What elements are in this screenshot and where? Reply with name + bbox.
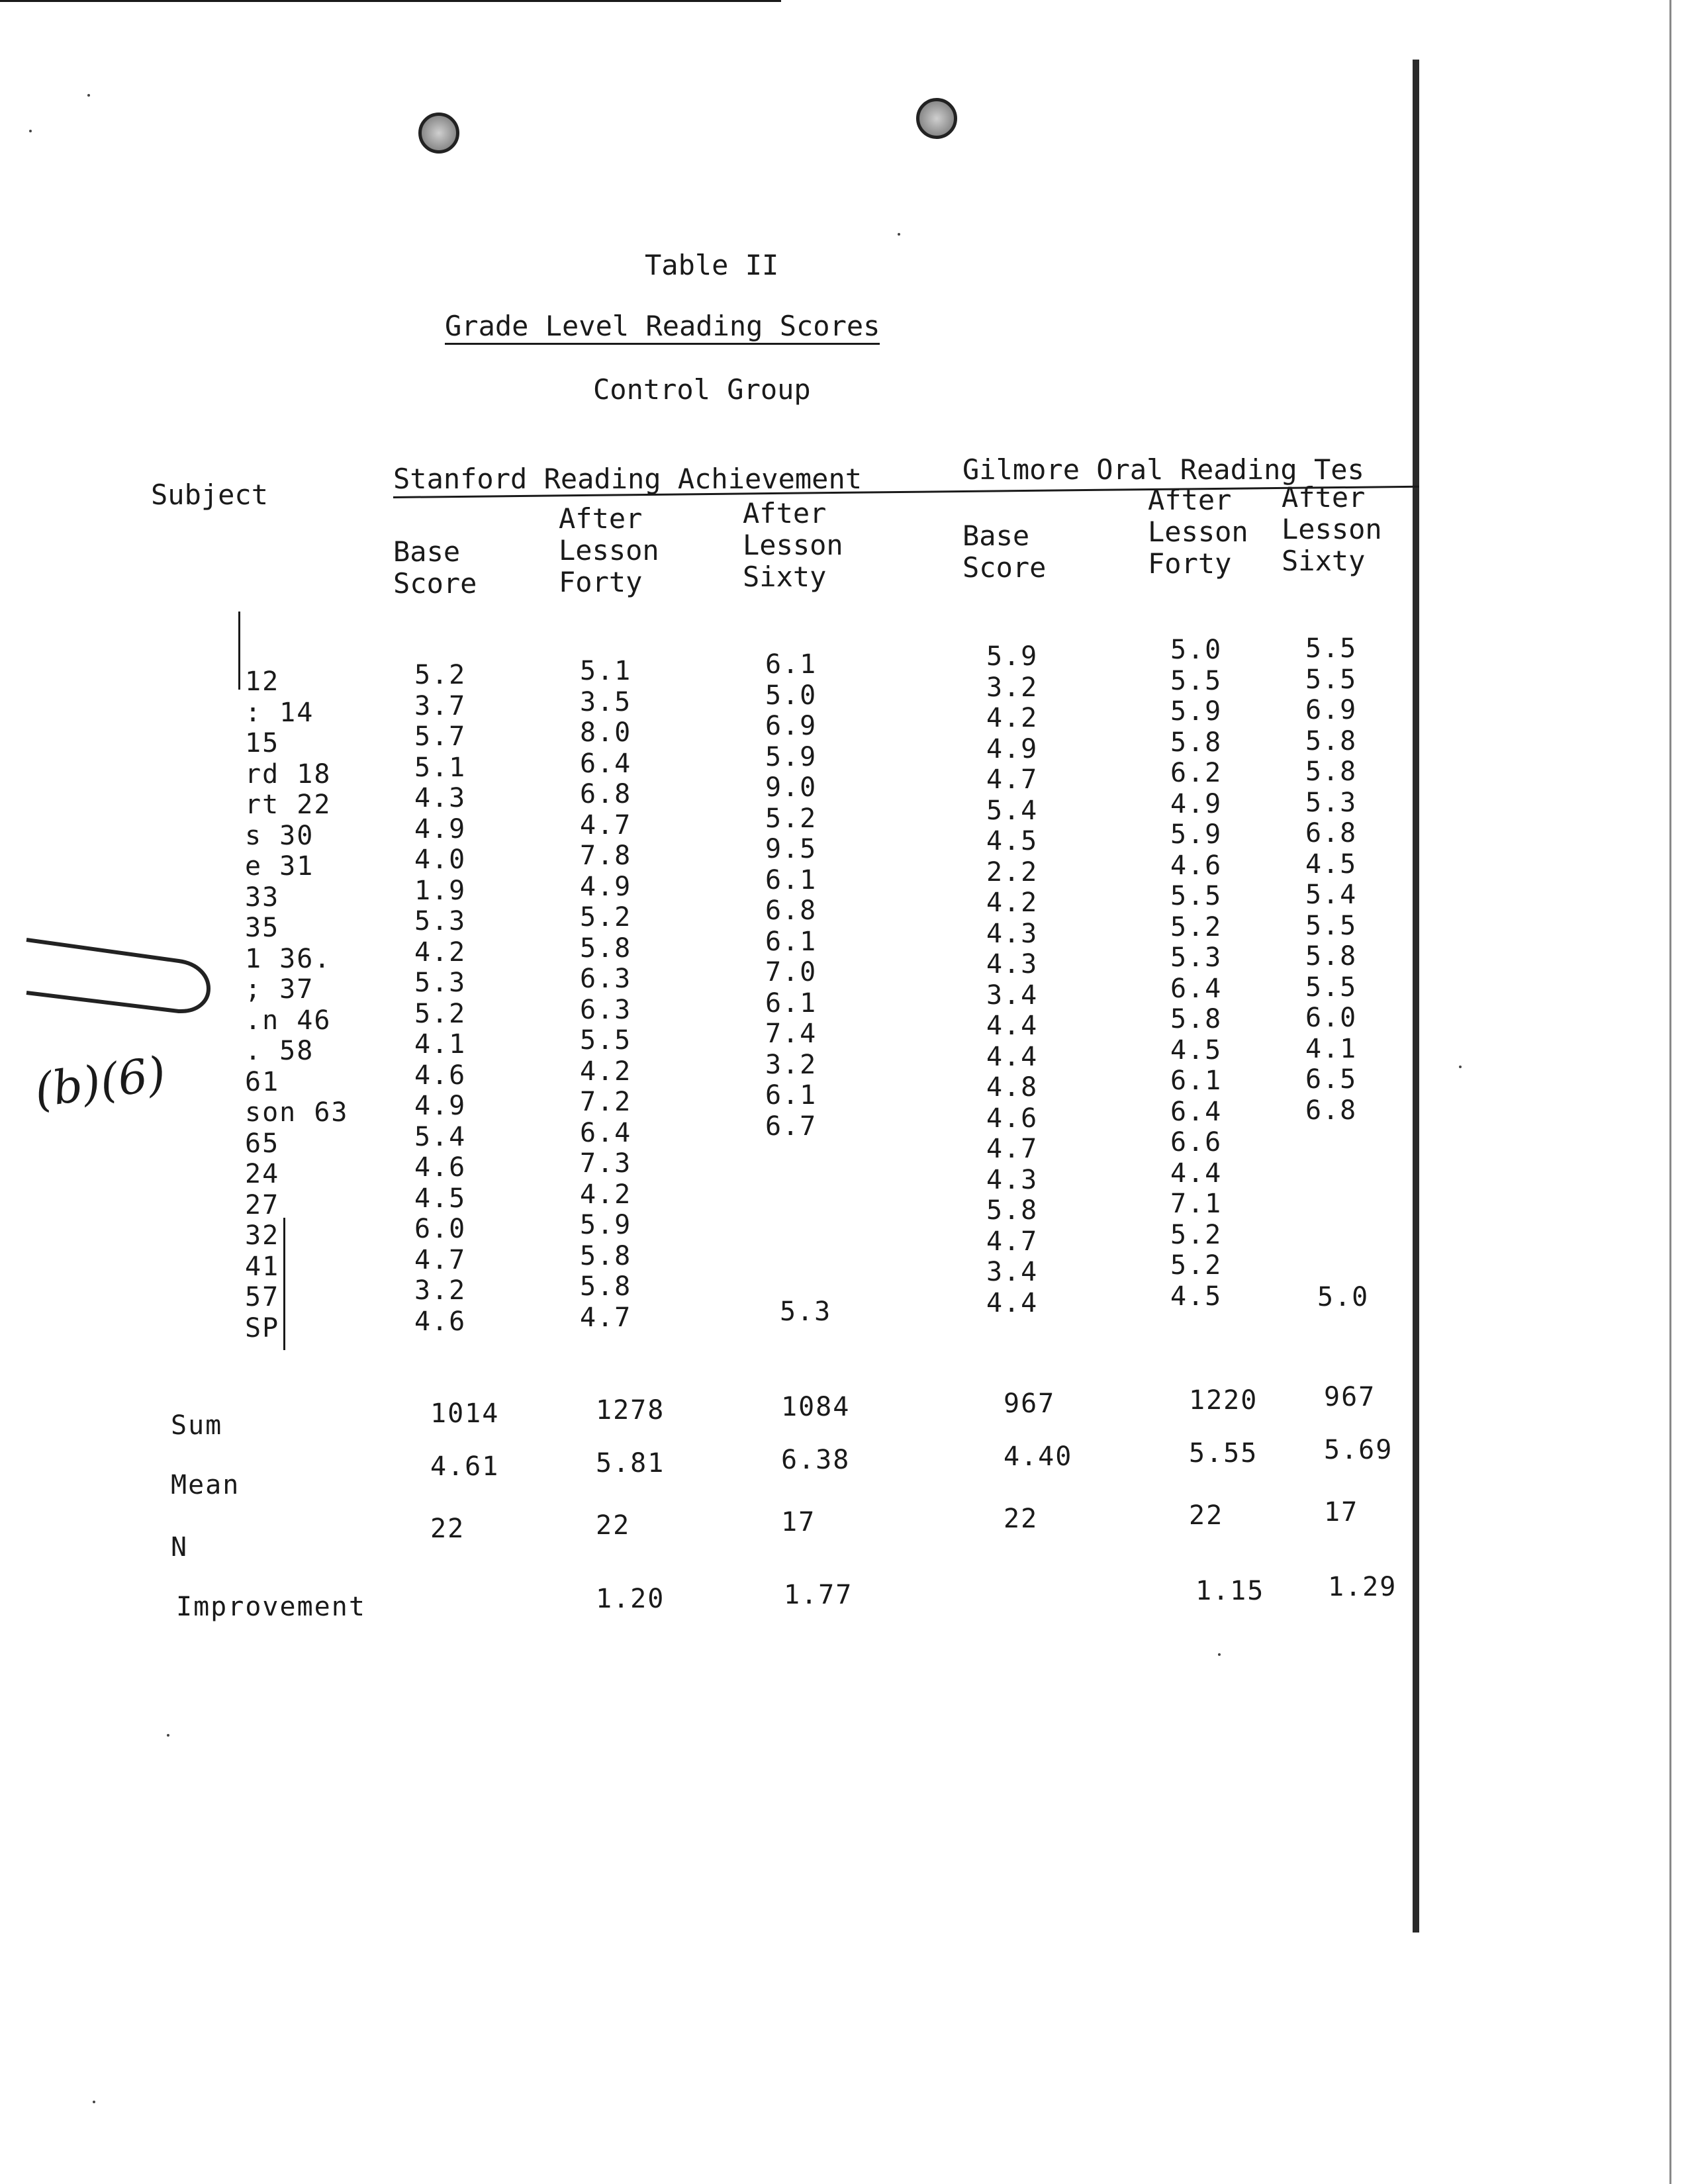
scan-speck — [87, 94, 90, 97]
gilmore-forty-cell: 4.5 — [1170, 1034, 1223, 1066]
subject-cell: : 14 — [245, 697, 314, 728]
stanford-base-cell: 4.1 — [414, 1029, 467, 1060]
gilmore-forty-cell: 5.2 — [1170, 1219, 1223, 1250]
gilmore-base-cell: 4.4 — [986, 1011, 1039, 1041]
subject-cell: e 31 — [245, 851, 314, 882]
stanford-base-cell: 5.2 — [414, 998, 467, 1029]
gilmore-base-cell: 4.8 — [986, 1072, 1039, 1103]
gilmore-forty-cell: 5.9 — [1170, 819, 1223, 850]
gilmore-forty-cell: 4.6 — [1170, 850, 1223, 881]
stanford-sixty-cell: 7.0 — [765, 957, 818, 987]
gilmore-base-cell: 4.4 — [986, 1041, 1039, 1072]
subject-cell: son 63 — [245, 1097, 349, 1128]
stanford-base-header — [393, 536, 477, 600]
gilmore-sixty-cell: 6.8 — [1305, 818, 1358, 848]
gilmore-base-cell: 5.9 — [986, 641, 1039, 672]
scan-speck — [898, 233, 900, 236]
summary-n-cell: 22 — [1189, 1500, 1224, 1531]
header-line: Forty — [1148, 547, 1232, 580]
header-line: Lesson — [743, 529, 843, 561]
gilmore-sixty-cell: 5.3 — [1305, 787, 1358, 818]
stanford-sixty-cell: 6.1 — [765, 926, 818, 957]
gilmore-sixty-cell: 5.4 — [1305, 880, 1358, 910]
stanford-forty-cell: 3.5 — [580, 686, 632, 717]
stanford-sixty-cell: 5.3 — [780, 1297, 832, 1327]
gilmore-sixty-cell: 5.5 — [1305, 633, 1358, 664]
header-line: Sixty — [743, 561, 827, 593]
header-line: After — [559, 502, 643, 535]
stanford-forty-cell: 5.1 — [580, 656, 632, 686]
summary-n-cell: 17 — [1324, 1497, 1359, 1527]
stanford-forty-cell: 6.3 — [580, 994, 632, 1025]
gilmore-sixty-cell: 6.8 — [1305, 1095, 1358, 1126]
gilmore-base-cell: 3.4 — [986, 979, 1039, 1011]
subject-cell: SP — [245, 1312, 280, 1343]
stanford-sixty-cell: 6.1 — [765, 864, 818, 895]
stanford-forty-cell: 5.8 — [580, 933, 632, 964]
stanford-sixty-header — [743, 498, 843, 593]
summary-mean-cell: 6.38 — [781, 1445, 851, 1475]
header-line: Base — [393, 535, 461, 568]
stanford-base-cell: 5.2 — [414, 660, 467, 690]
header-line: Forty — [559, 566, 643, 598]
gilmore-forty-cell: 5.2 — [1170, 1250, 1223, 1281]
header-line: Lesson — [1282, 513, 1382, 545]
scan-speck — [1459, 1066, 1462, 1068]
gilmore-sixty-cell: 4.1 — [1305, 1033, 1358, 1064]
stanford-base-cell: 3.2 — [414, 1275, 467, 1306]
stanford-forty-cell: 7.3 — [580, 1148, 632, 1179]
summary-mean-cell: 4.40 — [1004, 1441, 1073, 1472]
gilmore-forty-cell: 4.5 — [1170, 1281, 1223, 1312]
gilmore-base-cell: 4.7 — [986, 1134, 1039, 1164]
header-line: Base — [962, 520, 1030, 552]
subject-margin-line — [238, 612, 240, 690]
stanford-forty-cell: 5.5 — [580, 1025, 632, 1056]
stanford-forty-cell: 4.7 — [580, 809, 632, 841]
gilmore-base-cell: 4.7 — [986, 764, 1039, 795]
punch-hole-right — [916, 98, 957, 139]
stanford-base-cell: 4.6 — [414, 1152, 467, 1183]
subject-cell: 12 — [245, 666, 280, 697]
stanford-forty-cell: 5.9 — [580, 1210, 632, 1240]
stanford-base-cell: 4.9 — [414, 813, 467, 844]
header-line: After — [1148, 484, 1232, 516]
gilmore-base-cell: 4.3 — [986, 918, 1039, 949]
gilmore-base-cell: 4.5 — [986, 826, 1039, 856]
stanford-forty-cell: 4.7 — [580, 1302, 632, 1333]
gilmore-sixty-cell: 5.5 — [1305, 664, 1358, 695]
stanford-base-cell: 4.0 — [414, 844, 467, 875]
group-label: Control Group — [593, 373, 811, 406]
subject-cell: s 30 — [245, 820, 314, 851]
stanford-sixty-cell: 6.7 — [765, 1111, 818, 1142]
gilmore-sixty-cell: 5.5 — [1305, 910, 1358, 941]
subject-cell: 32 — [245, 1220, 280, 1251]
summary-sum-cell: 1220 — [1189, 1385, 1258, 1416]
header-line: After — [743, 497, 827, 529]
subject-cell: 41 — [245, 1251, 280, 1282]
gilmore-sixty-cell: 5.8 — [1305, 941, 1358, 972]
stanford-sixty-cell: 9.5 — [765, 834, 818, 864]
gilmore-forty-cell: 6.6 — [1170, 1127, 1223, 1158]
gilmore-base-cell: 5.4 — [986, 795, 1039, 826]
scan-speck — [93, 2101, 95, 2103]
gilmore-sixty-cell: 6.0 — [1305, 1003, 1358, 1033]
stanford-header: Stanford Reading Achievement — [393, 463, 863, 495]
subject-cell: .n 46 — [245, 1005, 332, 1036]
gilmore-sixty-cell: 5.0 — [1317, 1282, 1370, 1312]
gilmore-base-cell: 3.4 — [986, 1257, 1039, 1287]
scan-speck — [29, 130, 32, 132]
gilmore-base-cell: 4.2 — [986, 887, 1039, 918]
summary-n-cell: 22 — [1004, 1504, 1039, 1534]
stanford-forty-cell: 6.8 — [580, 779, 632, 809]
gilmore-forty-cell: 4.4 — [1170, 1158, 1223, 1189]
paper-clip-mark — [20, 927, 212, 1032]
stanford-base-cell: 5.3 — [414, 968, 467, 998]
summary-improvement-cell: 1.15 — [1195, 1576, 1265, 1606]
table-title: Table II — [645, 249, 779, 281]
subject-cell: 24 — [245, 1159, 280, 1189]
header-line: Score — [962, 551, 1047, 584]
header-line: Score — [393, 567, 477, 600]
gilmore-forty-cell: 5.2 — [1170, 911, 1223, 942]
stanford-base-cell: 4.2 — [414, 936, 467, 968]
stanford-base-cell: 5.4 — [414, 1121, 467, 1152]
stanford-sixty-cell: 6.8 — [765, 895, 818, 926]
subject-cell: . 58 — [245, 1036, 314, 1066]
summary-n-cell: 22 — [596, 1510, 631, 1541]
summary-mean-cell: 5.81 — [596, 1448, 665, 1479]
summary-sum-cell: 1084 — [781, 1392, 851, 1422]
gilmore-sixty-cell: 6.5 — [1305, 1064, 1358, 1095]
handwritten-note: (b)(6) — [31, 1046, 169, 1118]
gilmore-forty-cell: 5.0 — [1170, 635, 1223, 665]
subject-cell: 61 — [245, 1066, 280, 1097]
subject-cell: 1 36. — [245, 943, 332, 974]
gilmore-sixty-cell: 5.8 — [1305, 756, 1358, 787]
subject-margin-line-lower — [283, 1218, 285, 1350]
stanford-forty-cell: 4.2 — [580, 1056, 632, 1087]
subject-cell: 35 — [245, 913, 280, 943]
stanford-forty-cell: 8.0 — [580, 717, 632, 748]
gilmore-header: Gilmore Oral Reading Tes — [962, 453, 1364, 486]
gilmore-base-cell: 4.9 — [986, 733, 1039, 764]
punch-hole-left — [418, 113, 459, 154]
summary-improvement-cell: 1.29 — [1328, 1572, 1397, 1602]
stanford-sixty-cell: 9.0 — [765, 772, 818, 803]
subject-cell: rd 18 — [245, 758, 332, 790]
gilmore-base-cell: 5.8 — [986, 1195, 1039, 1226]
subject-cell: ; 37 — [245, 974, 314, 1005]
stanford-sixty-cell: 6.1 — [765, 649, 818, 680]
scan-speck — [167, 1734, 169, 1737]
gilmore-forty-cell: 5.3 — [1170, 942, 1223, 973]
header-line: Lesson — [559, 534, 659, 567]
subject-header: Subject — [151, 478, 269, 511]
stanford-base-cell: 3.7 — [414, 690, 467, 721]
summary-n-cell: 22 — [430, 1514, 465, 1544]
summary-sum-cell: 1278 — [596, 1395, 665, 1426]
summary-label: N — [171, 1532, 189, 1563]
stanford-base-cell: 4.9 — [414, 1091, 467, 1121]
header-line: Sixty — [1282, 545, 1366, 577]
subject-cell: 15 — [245, 728, 280, 758]
stanford-base-cell: 1.9 — [414, 875, 467, 906]
summary-label: Mean — [171, 1470, 240, 1500]
gilmore-base-cell: 3.2 — [986, 672, 1039, 703]
stanford-base-cell: 5.7 — [414, 721, 467, 752]
gilmore-forty-cell: 6.4 — [1170, 1096, 1223, 1127]
gilmore-forty-cell: 6.4 — [1170, 973, 1223, 1004]
stanford-sixty-cell: 3.2 — [765, 1049, 818, 1080]
stanford-forty-cell: 6.4 — [580, 748, 632, 779]
summary-sum-cell: 1014 — [430, 1398, 500, 1429]
gilmore-forty-cell: 5.5 — [1170, 881, 1223, 911]
stanford-base-cell: 4.5 — [414, 1183, 467, 1214]
stanford-base-cell: 5.3 — [414, 906, 467, 936]
gilmore-sixty-cell: 5.5 — [1305, 972, 1358, 1003]
gilmore-base-cell: 4.7 — [986, 1226, 1039, 1257]
summary-mean-cell: 5.55 — [1189, 1438, 1258, 1469]
stanford-base-cell: 4.6 — [414, 1060, 467, 1091]
gilmore-sixty-cell: 5.8 — [1305, 725, 1358, 756]
subject-cell: 65 — [245, 1128, 280, 1159]
gilmore-sixty-cell: 4.5 — [1305, 848, 1358, 880]
header-line: After — [1282, 481, 1366, 514]
stanford-base-cell: 5.1 — [414, 752, 467, 783]
stanford-base-cell: 4.7 — [414, 1244, 467, 1275]
stanford-base-cell: 4.6 — [414, 1306, 467, 1337]
gilmore-base-cell: 4.2 — [986, 703, 1039, 733]
header-line: Lesson — [1148, 516, 1248, 548]
subject-cell: 27 — [245, 1189, 280, 1220]
summary-improvement-cell: 1.20 — [596, 1584, 665, 1614]
subject-cell: rt 22 — [245, 790, 332, 820]
gilmore-forty-cell: 6.2 — [1170, 758, 1223, 788]
gilmore-sixty-cell: 6.9 — [1305, 695, 1358, 725]
gilmore-forty-cell: 5.8 — [1170, 1004, 1223, 1034]
stanford-forty-cell: 6.3 — [580, 964, 632, 994]
gilmore-base-cell: 4.3 — [986, 1164, 1039, 1195]
summary-n-cell: 17 — [781, 1507, 816, 1537]
gilmore-sixty-header — [1282, 482, 1382, 577]
stanford-sixty-cell: 7.4 — [765, 1019, 818, 1049]
stanford-forty-cell: 6.4 — [580, 1117, 632, 1148]
gilmore-forty-cell: 7.1 — [1170, 1189, 1223, 1219]
summary-sum-cell: 967 — [1004, 1388, 1056, 1419]
gilmore-forty-cell: 5.5 — [1170, 665, 1223, 696]
stanford-forty-cell: 5.8 — [580, 1271, 632, 1302]
summary-label: Sum — [171, 1410, 223, 1441]
gilmore-base-cell: 4.4 — [986, 1287, 1039, 1318]
right-edge-bar — [1413, 60, 1419, 1933]
stanford-sixty-cell: 5.0 — [765, 680, 818, 711]
gilmore-base-cell: 4.3 — [986, 949, 1039, 979]
stanford-sixty-cell: 6.1 — [765, 987, 818, 1019]
stanford-forty-cell: 5.2 — [580, 902, 632, 933]
summary-improvement-cell: 1.77 — [784, 1580, 853, 1610]
stanford-sixty-cell: 5.9 — [765, 741, 818, 772]
top-edge-line — [0, 0, 781, 2]
stanford-forty-cell: 7.8 — [580, 841, 632, 871]
gilmore-forty-cell: 4.9 — [1170, 788, 1223, 819]
summary-mean-cell: 5.69 — [1324, 1435, 1393, 1465]
gilmore-forty-cell: 5.8 — [1170, 727, 1223, 758]
stanford-forty-header — [559, 503, 659, 598]
stanford-forty-cell: 4.2 — [580, 1179, 632, 1210]
subject-cell: 33 — [245, 882, 280, 913]
stanford-sixty-cell: 5.2 — [765, 803, 818, 834]
summary-sum-cell: 967 — [1324, 1382, 1376, 1412]
stanford-sixty-cell: 6.1 — [765, 1080, 818, 1111]
gilmore-base-cell: 2.2 — [986, 856, 1039, 887]
right-edge-line — [1669, 0, 1671, 2184]
stanford-forty-cell: 5.8 — [580, 1240, 632, 1271]
stanford-forty-cell: 7.2 — [580, 1087, 632, 1117]
table-subtitle: Grade Level Reading Scores — [445, 312, 880, 345]
summary-mean-cell: 4.61 — [430, 1451, 500, 1482]
stanford-base-cell: 4.3 — [414, 783, 467, 813]
gilmore-forty-cell: 5.9 — [1170, 696, 1223, 727]
gilmore-base-header — [962, 520, 1046, 584]
gilmore-base-cell: 4.6 — [986, 1103, 1039, 1134]
gilmore-forty-header — [1148, 484, 1248, 580]
stanford-sixty-cell: 6.9 — [765, 711, 818, 741]
summary-label: Improvement — [176, 1592, 366, 1622]
gilmore-forty-cell: 6.1 — [1170, 1066, 1223, 1096]
stanford-base-cell: 6.0 — [414, 1214, 467, 1244]
scan-speck — [1218, 1653, 1221, 1656]
subject-cell: 57 — [245, 1282, 280, 1312]
stanford-forty-cell: 4.9 — [580, 871, 632, 902]
